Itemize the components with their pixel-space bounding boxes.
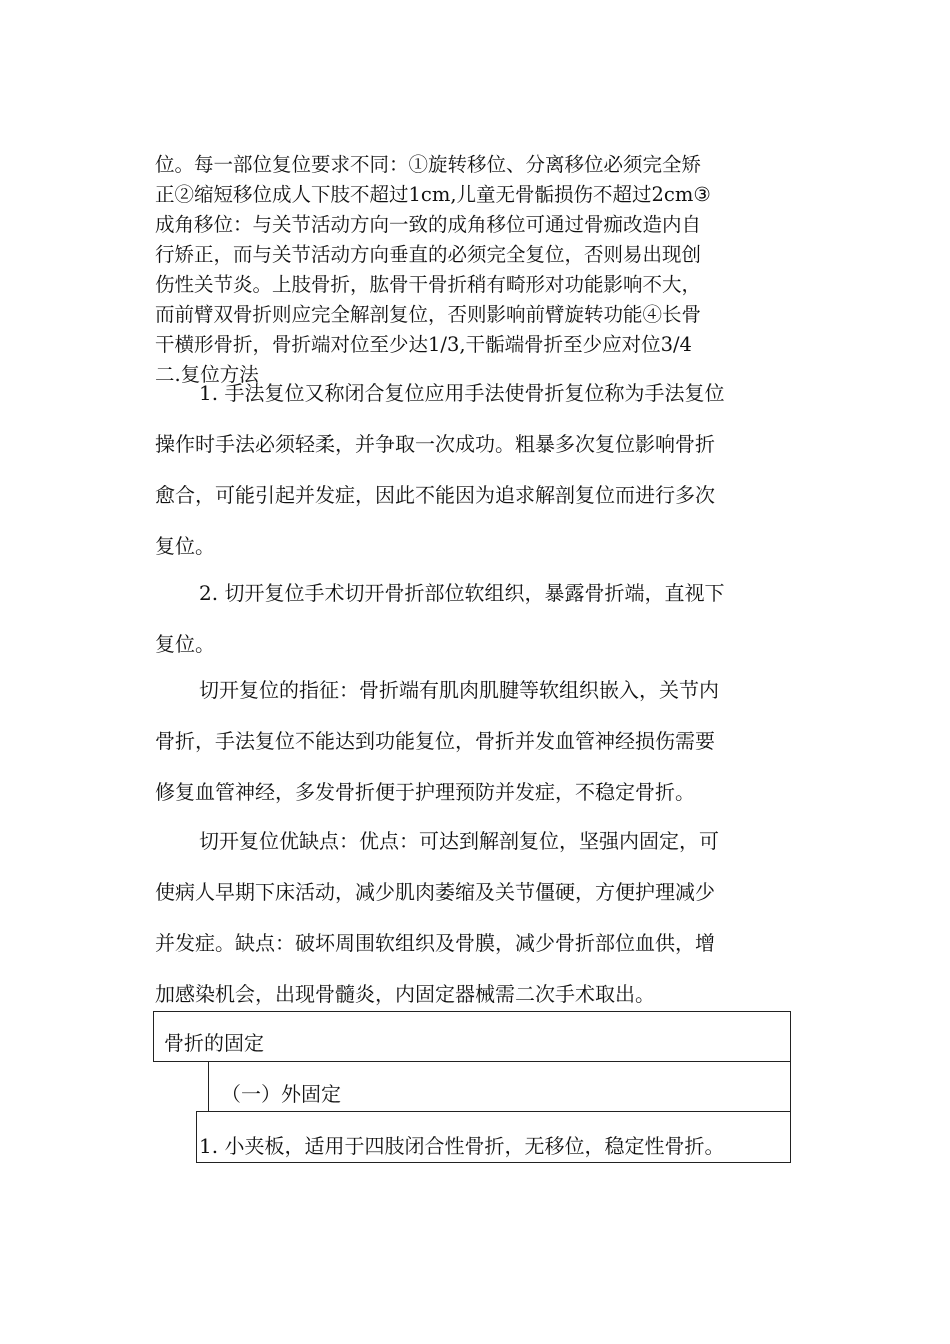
text-line (155, 568, 795, 619)
text-line (155, 368, 795, 419)
paragraph-pros-cons (155, 816, 795, 1020)
splint-item-text: 1. 小夹板，适用于四肢闭合性骨折，无移位，稳定性骨折。 (199, 1134, 725, 1158)
text-line: 位。每一部位复位要求不同：①旋转移位、分离移位必须完全矫 (155, 153, 702, 176)
fixation-section-title: 骨折的固定 (164, 1031, 264, 1055)
section-heading: 二.复位方法 (155, 363, 259, 386)
paragraph-indications (155, 665, 795, 818)
text-line: 而前臂双骨折则应完全解剖复位，否则影响前臂旋转功能④长骨 (155, 303, 702, 326)
external-fixation-box (208, 1061, 791, 1112)
paragraph-open-reduction (155, 568, 795, 670)
text-line-content: 切开复位优缺点：优点：可达到解剖复位，坚强内固定，可 (199, 829, 719, 853)
splint-item-box (196, 1111, 791, 1163)
text-line (155, 816, 795, 867)
external-fixation-title: （一）外固定 (221, 1082, 341, 1106)
text-line (155, 665, 795, 716)
text-line: 干横形骨折，骨折端对位至少达1/3,干骺端骨折至少应对位3/4 (155, 333, 692, 356)
intro-paragraph (155, 150, 795, 390)
text-line: 伤性关节炎。上肢骨折，肱骨干骨折稍有畸形对功能影响不大， (155, 273, 702, 296)
text-line: 正②缩短移位成人下肢不超过1cm,儿童无骨骺损伤不超过2cm③ (155, 183, 711, 206)
text-line: 操作时手法必须轻柔，并争取一次成功。粗暴多次复位影响骨折 (155, 432, 715, 456)
text-line: 愈合，可能引起并发症，因此不能因为追求解剖复位而进行多次 (155, 483, 715, 507)
text-line-content: 切开复位的指征：骨折端有肌肉肌腱等软组织嵌入，关节内 (199, 678, 719, 702)
text-line: 并发症。缺点：破坏周围软组织及骨膜，减少骨折部位血供，增 (155, 931, 715, 955)
text-line-content: 1. 手法复位又称闭合复位应用手法使骨折复位称为手法复位 (199, 381, 725, 405)
paragraph-manual-reduction (155, 368, 795, 572)
text-line-content: 2. 切开复位手术切开骨折部位软组织，暴露骨折端，直视下 (199, 581, 725, 605)
text-line: 行矫正，而与关节活动方向垂直的必须完全复位，否则易出现创 (155, 243, 702, 266)
text-line: 使病人早期下床活动，减少肌肉萎缩及关节僵硬，方便护理减少 (155, 880, 715, 904)
text-line: 成角移位：与关节活动方向一致的成角移位可通过骨痂改造内自 (155, 213, 702, 236)
fixation-section-box (153, 1011, 791, 1062)
text-line: 修复血管神经，多发骨折便于护理预防并发症，不稳定骨折。 (155, 780, 695, 804)
text-line: 复位。 (155, 632, 215, 656)
text-line: 加感染机会，出现骨髓炎，内固定器械需二次手术取出。 (155, 982, 655, 1006)
text-line: 骨折，手法复位不能达到功能复位，骨折并发血管神经损伤需要 (155, 729, 715, 753)
text-line: 复位。 (155, 534, 215, 558)
